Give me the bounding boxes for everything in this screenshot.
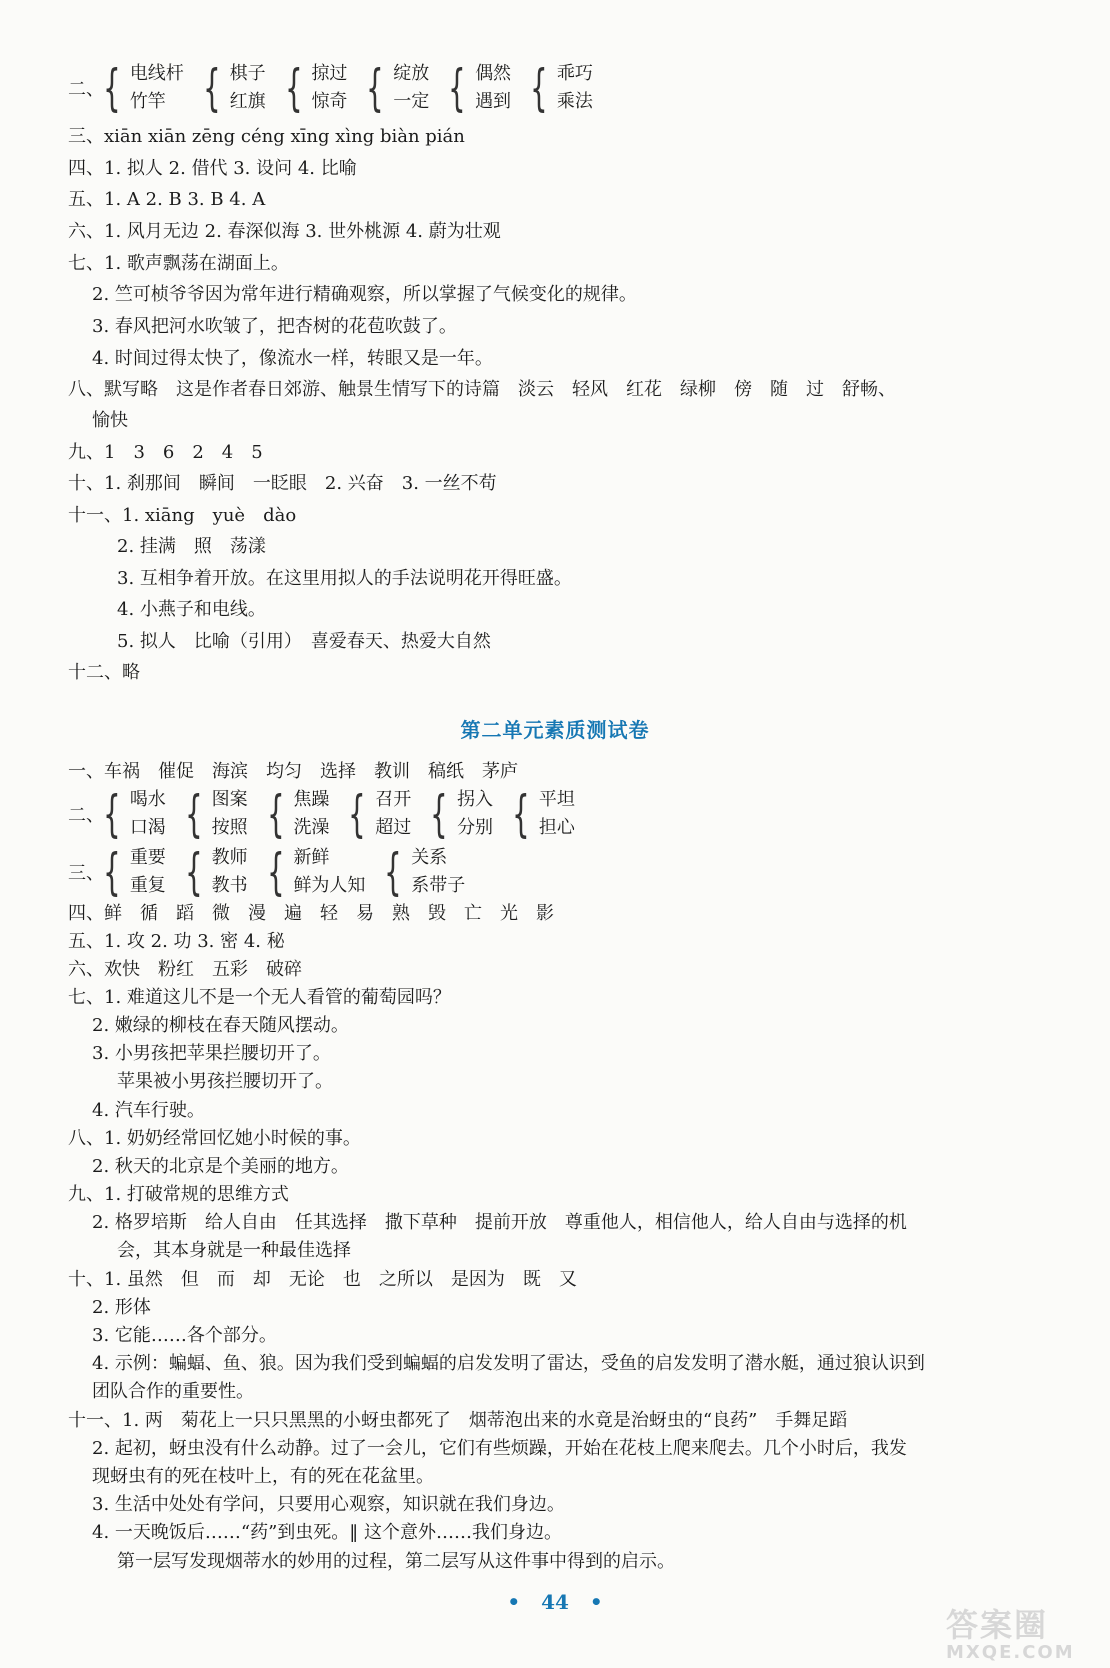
brace-icon: {: [103, 843, 121, 901]
u2-q10-line: 2. 形体: [92, 1297, 151, 1318]
brace-icon: {: [103, 59, 121, 117]
brace-icon: {: [512, 785, 530, 843]
u1-q7-line: 4. 时间过得太快了，像流水一样，转眼又是一年。: [92, 348, 493, 369]
brace-icon: {: [366, 59, 385, 117]
pair-word: 重复: [129, 875, 166, 896]
u2-q7-line: 3. 小男孩把苹果拦腰切开了。: [92, 1043, 331, 1064]
pair-word: 乘法: [556, 91, 593, 112]
pair-word: 系带子: [411, 875, 466, 896]
u2-q7-line: 2. 嫩绿的柳枝在春天随风摆动。: [92, 1015, 349, 1036]
brace-icon: {: [384, 843, 403, 901]
u1-q11-line: 2. 挂满 照 荡漾: [117, 536, 266, 557]
u2-q7-line: 七、1. 难道这儿不是一个无人看管的葡萄园吗？: [68, 987, 451, 1008]
u2-q10-line: 3. 它能……各个部分。: [92, 1325, 277, 1346]
pair-word: 红旗: [229, 91, 266, 112]
brace-icon: {: [266, 843, 285, 901]
brace-icon: {: [430, 785, 448, 843]
u2-q9-line: 2. 格罗培斯 给人自由 任其选择 撒下草种 提前开放 尊重他人，相信他人，给人自由与选择的机: [92, 1212, 907, 1233]
u1-q8-line: 八、默写略 这是作者春日郊游、触景生情写下的诗篇 淡云 轻风 红花 绿柳 傍 随 过 舒畅、: [68, 379, 896, 400]
u2-q5: 五、1. 攻 2. 功 3. 密 4. 秘: [68, 931, 285, 952]
pair-word: 按照: [211, 817, 248, 838]
u2-q2-row: [68, 784, 587, 844]
u1-q10: 十、1. 刹那间 瞬间 一眨眼 2. 兴奋 3. 一丝不苟: [68, 473, 497, 494]
u1-q2-row: [68, 58, 605, 118]
pair-word: 担心: [538, 817, 575, 838]
pair-group: [377, 844, 465, 900]
u1-q5: 五、1. A 2. B 3. B 4. A: [68, 189, 266, 210]
brace-icon: {: [448, 59, 466, 117]
u1-q11-line: 3. 互相争着开放。在这里用拟人的手法说明花开得旺盛。: [117, 568, 572, 589]
u2-q9-line: 会，其本身就是一种最佳选择: [117, 1240, 351, 1261]
pair-word: 焦躁: [293, 789, 330, 810]
pair-group: [423, 786, 493, 842]
u1-q8-line: 愉快: [92, 410, 128, 431]
u2-q11-line: 2. 起初，蚜虫没有什么动静。过了一会儿，它们有些烦躁，开始在花枝上爬来爬去。几个小时后，我发: [92, 1438, 907, 1459]
brace-icon: {: [103, 785, 121, 843]
u1-q3: 三、xiān xiān zēng céng xīng xìng biàn pián: [68, 126, 465, 147]
pair-word: 掠过: [311, 63, 348, 84]
u2-q4: 四、鲜 循 蹈 微 漫 遍 轻 易 熟 毁 亡 光 影: [68, 903, 554, 924]
watermark-line2: MXQE.COM: [946, 1642, 1075, 1663]
watermark-logo: [946, 1600, 1096, 1663]
u1-q11-line: 4. 小燕子和电线。: [117, 599, 266, 620]
u2-q8-line: 八、1. 奶奶经常回忆她小时候的事。: [68, 1128, 361, 1149]
pair-group: [178, 844, 248, 900]
page-dot-right: •: [589, 1590, 603, 1614]
brace-icon: {: [284, 59, 303, 117]
pair-word: 偶然: [475, 63, 512, 84]
pair-group: [505, 786, 575, 842]
u1-q6: 六、1. 风月无边 2. 春深似海 3. 世外桃源 4. 蔚为壮观: [68, 221, 501, 242]
pair-word: 电线杆: [129, 63, 184, 84]
u2-q11-line: 4. 一天晚饭后……“药”到虫死。‖ 这个意外……我们身边。: [92, 1522, 563, 1543]
u1-q4: 四、1. 拟人 2. 借代 3. 设问 4. 比喻: [68, 158, 357, 179]
pair-word: 平坦: [538, 789, 575, 810]
u2-q6: 六、欢快 粉红 五彩 破碎: [68, 959, 302, 980]
u1-q7-line: 七、1. 歌声飘荡在湖面上。: [68, 253, 289, 274]
u2-q11-line: 3. 生活中处处有学问，只要用心观察，知识就在我们身边。: [92, 1494, 565, 1515]
u2-q8-line: 2. 秋天的北京是个美丽的地方。: [92, 1156, 349, 1177]
pair-group: [359, 60, 429, 116]
page-number-value: 44: [541, 1590, 569, 1614]
pair-word: 竹竿: [129, 91, 166, 112]
u2-q11-line: 十一、1. 两 菊花上一只只黑黑的小蚜虫都死了 烟蒂泡出来的水竟是治蚜虫的“良药” 手舞足蹈: [68, 1410, 848, 1431]
u1-q7-line: 2. 竺可桢爷爷因为常年进行精确观察，所以掌握了气候变化的规律。: [92, 284, 637, 305]
pair-word: 教书: [211, 875, 248, 896]
brace-icon: {: [530, 59, 548, 117]
brace-icon: {: [266, 785, 285, 843]
pair-word: 教师: [211, 847, 248, 868]
u2-q10-line: 团队合作的重要性。: [92, 1381, 254, 1402]
pair-group: [96, 844, 166, 900]
section-title: 第二单元素质测试卷: [460, 718, 650, 742]
pair-word: 召开: [375, 789, 412, 810]
pair-word: 分别: [457, 817, 494, 838]
u1-q11-line: 5. 拟人 比喻（引用） 喜爱春天、热爱大自然: [117, 631, 491, 652]
pair-word: 喝水: [129, 789, 166, 810]
pair-group: [523, 60, 593, 116]
u2-q10-line: 4. 示例：蝙蝠、鱼、狼。因为我们受到蝙蝠的启发发明了雷达，受鱼的启发发明了潜水艇，通过狼认识到: [92, 1353, 925, 1374]
u1-q9: 九、1 3 6 2 4 5: [68, 442, 263, 463]
pair-group: [196, 60, 266, 116]
pair-word: 棋子: [229, 63, 266, 84]
u2-q3-row: [68, 842, 477, 902]
pair-word: 重要: [129, 847, 166, 868]
pair-word: 超过: [375, 817, 412, 838]
watermark-line1: 答案圈: [946, 1606, 1049, 1644]
pair-word: 口渴: [129, 817, 166, 838]
u2-q3-lead: 三、: [68, 863, 104, 884]
pair-word: 洗澡: [293, 817, 330, 838]
u2-q9-line: 九、1. 打破常规的思维方式: [68, 1184, 289, 1205]
pair-word: 鲜为人知: [293, 875, 366, 896]
pair-word: 乖巧: [556, 63, 593, 84]
pair-group: [178, 786, 248, 842]
u2-q11-line: 现蚜虫有的死在枝叶上，有的死在花盆里。: [92, 1466, 434, 1487]
u2-q10-line: 十、1. 虽然 但 而 却 无论 也 之所以 是因为 既 又: [68, 1269, 577, 1290]
u1-q7-line: 3. 春风把河水吹皱了，把杏树的花苞吹鼓了。: [92, 316, 457, 337]
pair-word: 拐入: [457, 789, 494, 810]
brace-icon: {: [348, 785, 367, 843]
u1-q11-line: 十一、1. xiāng yuè dào: [68, 505, 297, 526]
pair-word: 遇到: [475, 91, 512, 112]
pair-group: [278, 60, 348, 116]
pair-group: [341, 786, 411, 842]
pair-word: 关系: [411, 847, 448, 868]
pair-group: [260, 844, 366, 900]
u2-q2-lead: 二、: [68, 805, 104, 826]
brace-icon: {: [184, 785, 203, 843]
page-dot-left: •: [507, 1590, 521, 1614]
u2-q11-line: 第一层写发现烟蒂水的妙用的过程，第二层写从这件事中得到的启示。: [117, 1551, 675, 1572]
u2-q1: 一、车祸 催促 海滨 均匀 选择 教训 稿纸 茅庐: [68, 761, 518, 782]
brace-icon: {: [184, 843, 203, 901]
pair-word: 惊奇: [311, 91, 348, 112]
pair-word: 绽放: [393, 63, 430, 84]
page-number: [0, 1590, 1110, 1614]
pair-word: 新鲜: [293, 847, 330, 868]
pair-group: [96, 60, 184, 116]
u2-q7-line: 4. 汽车行驶。: [92, 1100, 205, 1121]
pair-group: [441, 60, 511, 116]
brace-icon: {: [202, 59, 221, 117]
pair-group: [260, 786, 330, 842]
u2-q7-line: 苹果被小男孩拦腰切开了。: [117, 1071, 333, 1092]
pair-group: [96, 786, 166, 842]
pair-word: 一定: [393, 91, 430, 112]
pair-word: 图案: [211, 789, 248, 810]
u1-q2-lead: 二、: [68, 79, 104, 100]
u1-q12: 十二、略: [68, 662, 140, 683]
